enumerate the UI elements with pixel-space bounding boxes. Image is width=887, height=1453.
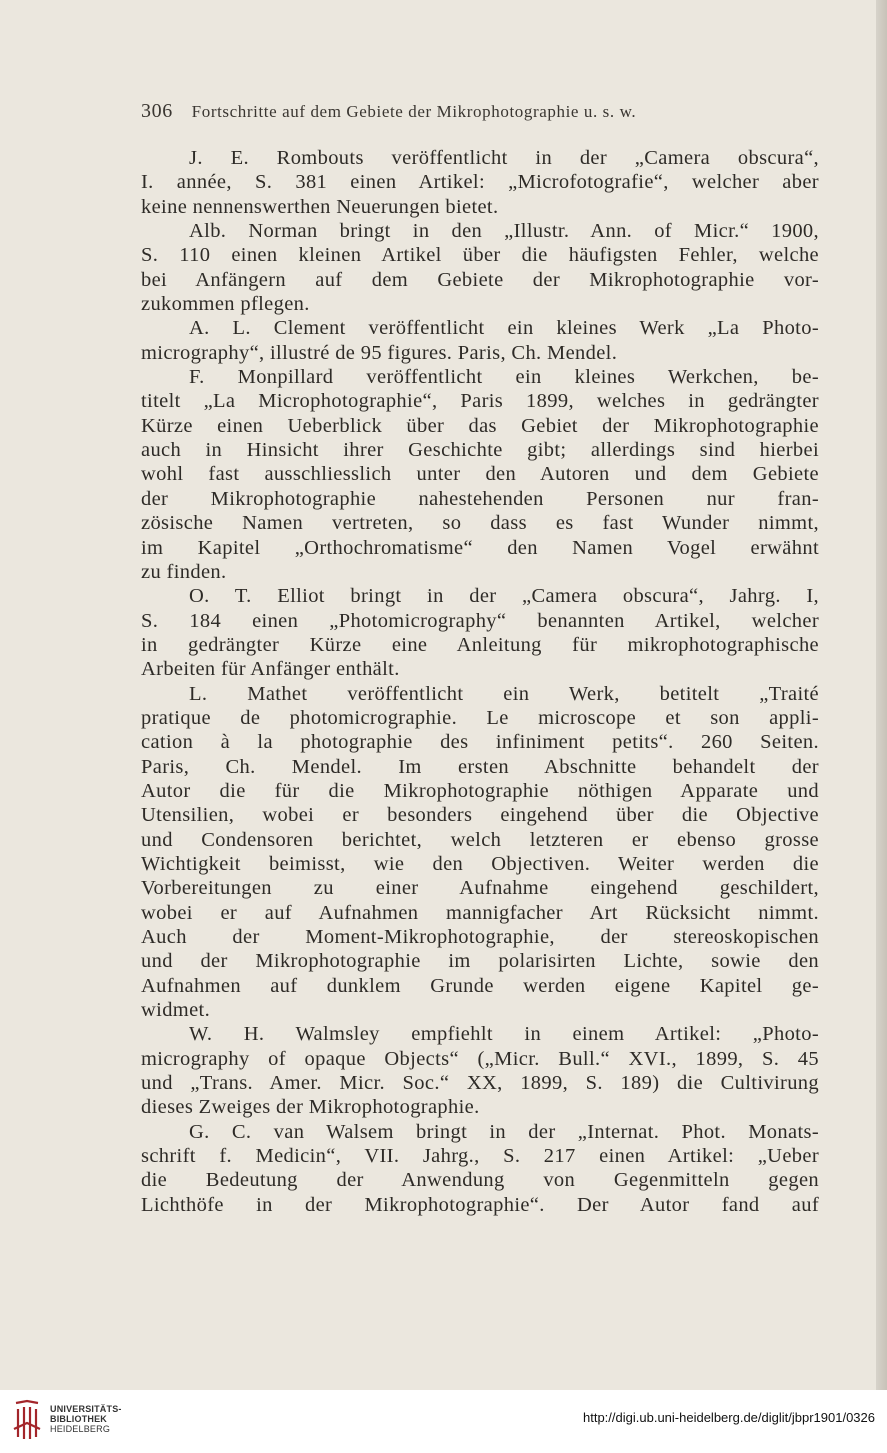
- text-line: O. T. Elliot bringt in der „Camera obscura“, Jahrg. I,: [189, 585, 819, 608]
- text-line: L. Mathet veröffentlicht ein Werk, betitelt „Traité: [189, 682, 819, 705]
- page-edge-shadow: [876, 0, 887, 1390]
- text-line: cation à la photographie des infiniment petits“. 260 Seiten.: [141, 731, 819, 754]
- text-line: zu finden.: [141, 560, 227, 583]
- library-name-line: HEIDELBERG: [50, 1424, 111, 1434]
- text-line: J. E. Rombouts veröffentlicht in der „Camera obscura“,: [189, 147, 819, 169]
- text-line: wobei er auf Aufnahmen mannigfacher Art Rücksicht nimmt.: [141, 901, 819, 924]
- text-line: Lichthöfe in der Mikrophotographie“. Der Autor fand auf: [141, 1193, 819, 1216]
- text-line: in gedrängter Kürze eine Anleitung für mikrophotographische: [141, 633, 819, 656]
- text-line: widmet.: [141, 999, 211, 1022]
- permalink-url[interactable]: http://digi.ub.uni-heidelberg.de/diglit/jbpr1901/0326: [583, 1410, 875, 1425]
- text-line: A. L. Clement veröffentlicht ein kleines Werk „La Photo-: [189, 317, 819, 340]
- text-line: der Mikrophotographie nahestehenden Personen nur fran-: [141, 487, 819, 510]
- text-line: Auch der Moment-Mikrophotographie, der stereoskopischen: [141, 926, 819, 948]
- text-line: F. Monpillard veröffentlicht ein kleines Werkchen, be-: [189, 366, 819, 389]
- text-line: micrography of opaque Objects“ („Micr. Bull.“ XVI., 1899, S. 45: [141, 1047, 819, 1070]
- text-line: pratique de photomicrographie. Le microscope et son appli-: [141, 706, 819, 729]
- text-line: zukommen pflegen.: [141, 293, 310, 316]
- text-line: Kürze einen Ueberblick über das Gebiet der Mikrophotographie: [141, 414, 819, 437]
- text-line: Vorbereitungen zu einer Aufnahme eingehend geschildert,: [141, 877, 819, 900]
- running-head: [141, 100, 761, 123]
- text-line: im Kapitel „Orthochromatisme“ den Namen Vogel erwähnt: [141, 536, 819, 559]
- text-line: Alb. Norman bringt in den „Illustr. Ann. of Micr.“ 1900,: [189, 220, 819, 243]
- library-logo-icon: [12, 1399, 42, 1441]
- text-line: bei Anfängern auf dem Gebiete der Mikrophotographie vor-: [141, 268, 819, 291]
- text-line: wohl fast ausschliesslich unter den Autoren und dem Gebiete: [141, 463, 819, 486]
- text-line: zösische Namen vertreten, so dass es fast Wunder nimmt,: [141, 512, 819, 535]
- text-line: und „Trans. Amer. Micr. Soc.“ XX, 1899, S. 189) die Cultivirung: [141, 1072, 819, 1095]
- text-line: Aufnahmen auf dunklem Grunde werden eigene Kapitel ge-: [141, 974, 819, 997]
- text-line: S. 110 einen kleinen Artikel über die häufigsten Fehler, welche: [141, 244, 819, 267]
- library-name: [50, 1404, 122, 1434]
- text-line: I. année, S. 381 einen Artikel: „Microfotografie“, welcher aber: [141, 171, 819, 194]
- running-title: Fortschritte auf dem Gebiete der Mikrophotographie u. s. w.: [191, 102, 637, 121]
- text-line: dieses Zweiges der Mikrophotographie.: [141, 1096, 480, 1119]
- library-footer: [0, 1390, 887, 1453]
- page-number: 306: [141, 100, 173, 122]
- body-text: [141, 146, 819, 1217]
- text-line: die Bedeutung der Anwendung von Gegenmitteln gegen: [141, 1169, 819, 1192]
- text-line: und der Mikrophotographie im polarisirten Lichte, sowie den: [141, 950, 819, 973]
- text-line: Paris, Ch. Mendel. Im ersten Abschnitte behandelt der: [141, 755, 819, 778]
- text-line: und Condensoren berichtet, welch letzteren er ebenso grosse: [141, 828, 819, 851]
- text-line: S. 184 einen „Photomicrography“ benannten Artikel, welcher: [141, 609, 819, 632]
- text-line: keine nennenswerthen Neuerungen bietet.: [141, 195, 499, 218]
- library-name-line: UNIVERSITÄTS-: [50, 1404, 122, 1414]
- text-line: Autor die für die Mikrophotographie nöthigen Apparate und: [141, 779, 819, 802]
- text-line: Utensilien, wobei er besonders eingehend über die Objective: [141, 804, 819, 827]
- text-line: Arbeiten für Anfänger enthält.: [141, 658, 400, 681]
- text-line: W. H. Walmsley empfiehlt in einem Artikel: „Photo-: [189, 1023, 819, 1046]
- text-line: auch in Hinsicht ihrer Geschichte gibt; allerdings sind hierbei: [141, 439, 819, 462]
- text-line: micrography“, illustré de 95 figures. Paris, Ch. Mendel.: [141, 341, 618, 364]
- text-line: schrift f. Medicin“, VII. Jahrg., S. 217 einen Artikel: „Ueber: [141, 1145, 819, 1168]
- library-name-line: BIBLIOTHEK: [50, 1414, 107, 1424]
- text-line: titelt „La Microphotographie“, Paris 1899, welches in gedrängter: [141, 390, 819, 413]
- text-line: Wichtigkeit beimisst, wie den Objectiven. Weiter werden die: [141, 852, 819, 875]
- text-line: G. C. van Walsem bringt in der „Internat. Phot. Monats-: [189, 1120, 819, 1143]
